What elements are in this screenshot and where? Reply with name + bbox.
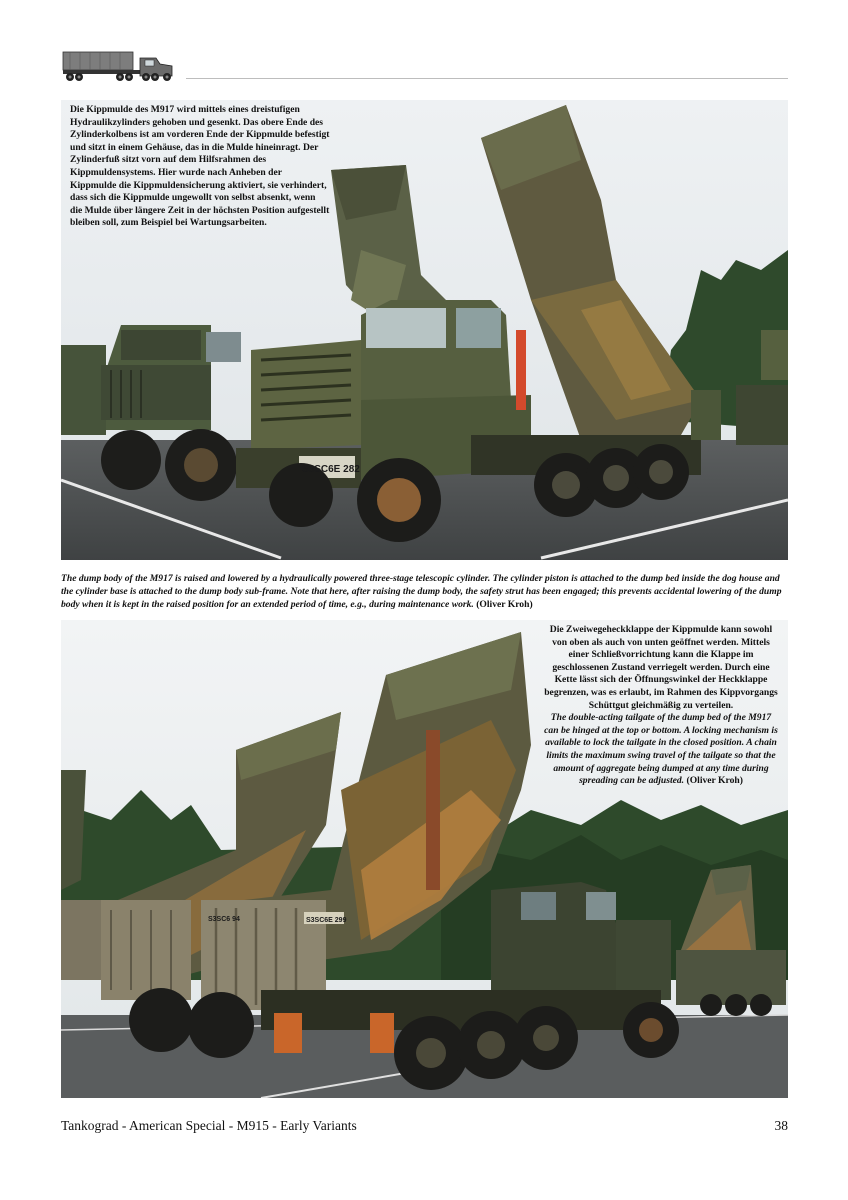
caption-english-photo1 <box>61 573 788 611</box>
caption-photo2 <box>544 624 778 788</box>
caption-1-credit: (Oliver Kroh) <box>476 598 533 610</box>
footer-title: Tankograd - American Special - M915 - Early Variants <box>61 1118 357 1133</box>
caption-2-english-text: The double-acting tailgate of the dump bed of the M917 can be hinged at the top or bottom. A locking mechanism is available to lock the tailgate in the closed position. A chain limits the maximum swing travel of the tailgate so that the amount of aggregate being dumped at any time during spreading can be adjusted. <box>544 712 778 787</box>
caption-2-credit: (Oliver Kroh) <box>686 775 743 787</box>
header-truck-logo <box>60 44 178 86</box>
page-number: 38 <box>774 1118 788 1133</box>
license-plate-tailgate-right: S3SC6E 299 <box>306 917 347 924</box>
header-rule <box>186 78 788 79</box>
caption-2-english-block <box>544 712 778 788</box>
caption-2-german-text: Die Zweiwegeheckklappe der Kippmulde kann sowohl von oben als auch von unten geöffnet werden. Mittels einer Schließvorrichtung kann die Klappe im geschlossenen Zustand verriegelt werden. Durch eine Kette lässt sich der Öffnungswinkel der Heckklappe begrenzen, was es erlaubt, im Rahmen des Kippvorgangs Schüttgut gleichmäßig zu verteilen. <box>544 624 778 711</box>
license-plate-tailgate-left: S3SC6 94 <box>208 916 240 923</box>
license-plate-front: S3SC6E 282 <box>302 464 360 475</box>
caption-german-photo1 <box>70 104 330 230</box>
caption-1-english-text: The dump body of the M917 is raised and lowered by a hydraulically powered three-stage telescopic cylinder. The cylinder piston is attached to the dump bed inside the dog house and the cylinder base is attached to the dump body sub-frame. Note that here, after raising the dump body, the safety strut has been engaged; this prevents accidental lowering of the dump body when it is kept in the raised position for an extended period of time, e.g., during maintenance work. <box>61 573 782 610</box>
caption-1-german-text: Die Kippmulde des M917 wird mittels eines dreistufigen Hydraulikzylinders gehoben und gesenkt. Das obere Ende des Zylinderkolbens ist am vorderen Ende der Kippmulde befestigt und sitzt in einem Gehäuse, das in die Mulde hineinragt. Der Zylinderfuß sitzt vorn auf dem Hilfsrahmen des Kippmuldensystems. Hier wurde nach Anheben der Kippmulde die Kippmuldensicherung aktiviert, sie verhindert, dass sich die Kippmulde ungewollt von selbst absenkt, wenn die Mulde über längere Zeit in der höchsten Position aufgestellt bleiben soll, zum Beispiel bei Wartungsarbeiten. <box>70 104 330 229</box>
